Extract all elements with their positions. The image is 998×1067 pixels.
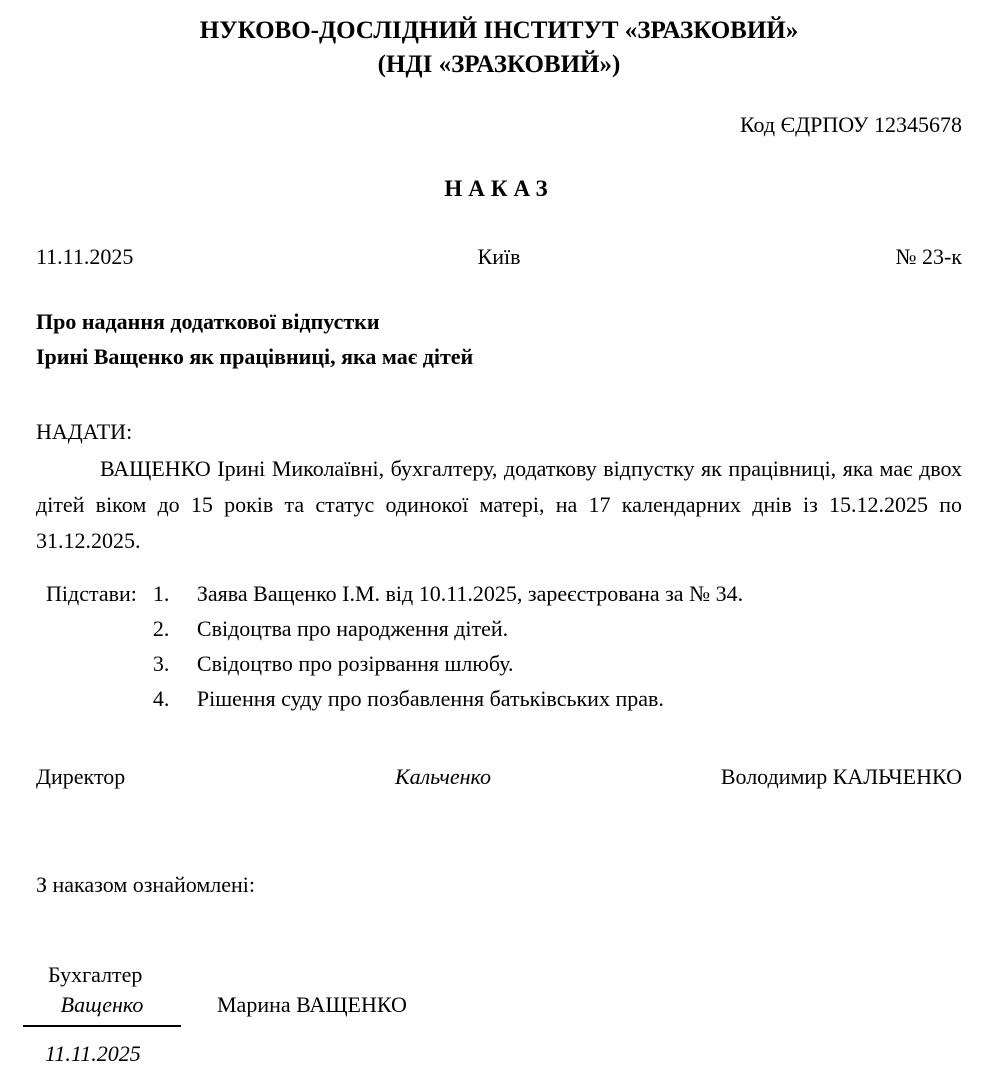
- director-handwritten-signature: Кальченко: [394, 764, 491, 789]
- order-subject: [36, 304, 962, 374]
- grounds-item-number: 4.: [152, 686, 170, 711]
- order-subject-line2: Ірині Ващенко як працівниці, яка має дітей: [36, 344, 474, 369]
- org-name-line2: (НДІ «ЗРАЗКОВИЙ»): [377, 51, 621, 78]
- acknowledgement-full-name: Марина ВАЩЕНКО: [217, 992, 407, 1017]
- edrpou-code: Код ЄДРПОУ 12345678: [739, 112, 962, 137]
- acknowledgement-handwritten-signature: Ващенко: [23, 992, 181, 1027]
- grounds-item-text: Свідоцтва про народження дітей.: [196, 616, 509, 641]
- acknowledgement-signature-row: [36, 992, 962, 1027]
- grounds-item-number: 3.: [152, 651, 170, 676]
- grounds-item: [153, 611, 743, 646]
- grounds-item-text: Рішення суду про позбавлення батьківських прав.: [196, 686, 664, 711]
- order-date: 11.11.2025: [36, 244, 134, 269]
- acknowledgement-date: 11.11.2025: [45, 1041, 141, 1066]
- director-position: Директор: [36, 764, 126, 789]
- acknowledgement-label: З наказом ознайомлені:: [36, 872, 255, 897]
- order-body-paragraph: ВАЩЕНКО Ірині Миколаївні, бухгалтеру, додаткову відпустку як працівниці, яка має двох дітей віком до 15 років та статус одинокої матері, на 17 календарних днів із 15.12.2025 по 31.12.2025.: [36, 456, 962, 553]
- grounds-item-number: 2.: [152, 616, 170, 641]
- resolution-label: НАДАТИ:: [36, 419, 133, 444]
- director-full-name: Володимир КАЛЬЧЕНКО: [720, 764, 962, 789]
- date-city-number-row: [36, 244, 962, 270]
- order-number: № 23-к: [895, 244, 962, 269]
- org-name-line1: НУКОВО-ДОСЛІДНИЙ ІНСТИТУТ «ЗРАЗКОВИЙ»: [199, 17, 799, 44]
- acknowledgement-position: Бухгалтер: [48, 962, 143, 987]
- grounds-label: Підстави:: [46, 581, 137, 606]
- grounds-item-text: Заява Ващенко І.М. від 10.11.2025, зареєстрована за № 34.: [196, 581, 744, 606]
- grounds-item: [153, 646, 743, 681]
- grounds-item-text: Свідоцтво про розірвання шлюбу.: [196, 651, 514, 676]
- grounds-section: [36, 576, 962, 716]
- grounds-item-number: 1.: [152, 581, 170, 606]
- order-subject-line1: Про надання додаткової відпустки: [36, 309, 380, 334]
- grounds-list: [153, 576, 743, 716]
- grounds-item: [153, 576, 743, 611]
- director-signature-row: [36, 764, 962, 790]
- document-type-title: НАКАЗ: [444, 176, 554, 201]
- grounds-item: [153, 681, 743, 716]
- order-city: Київ: [477, 244, 521, 269]
